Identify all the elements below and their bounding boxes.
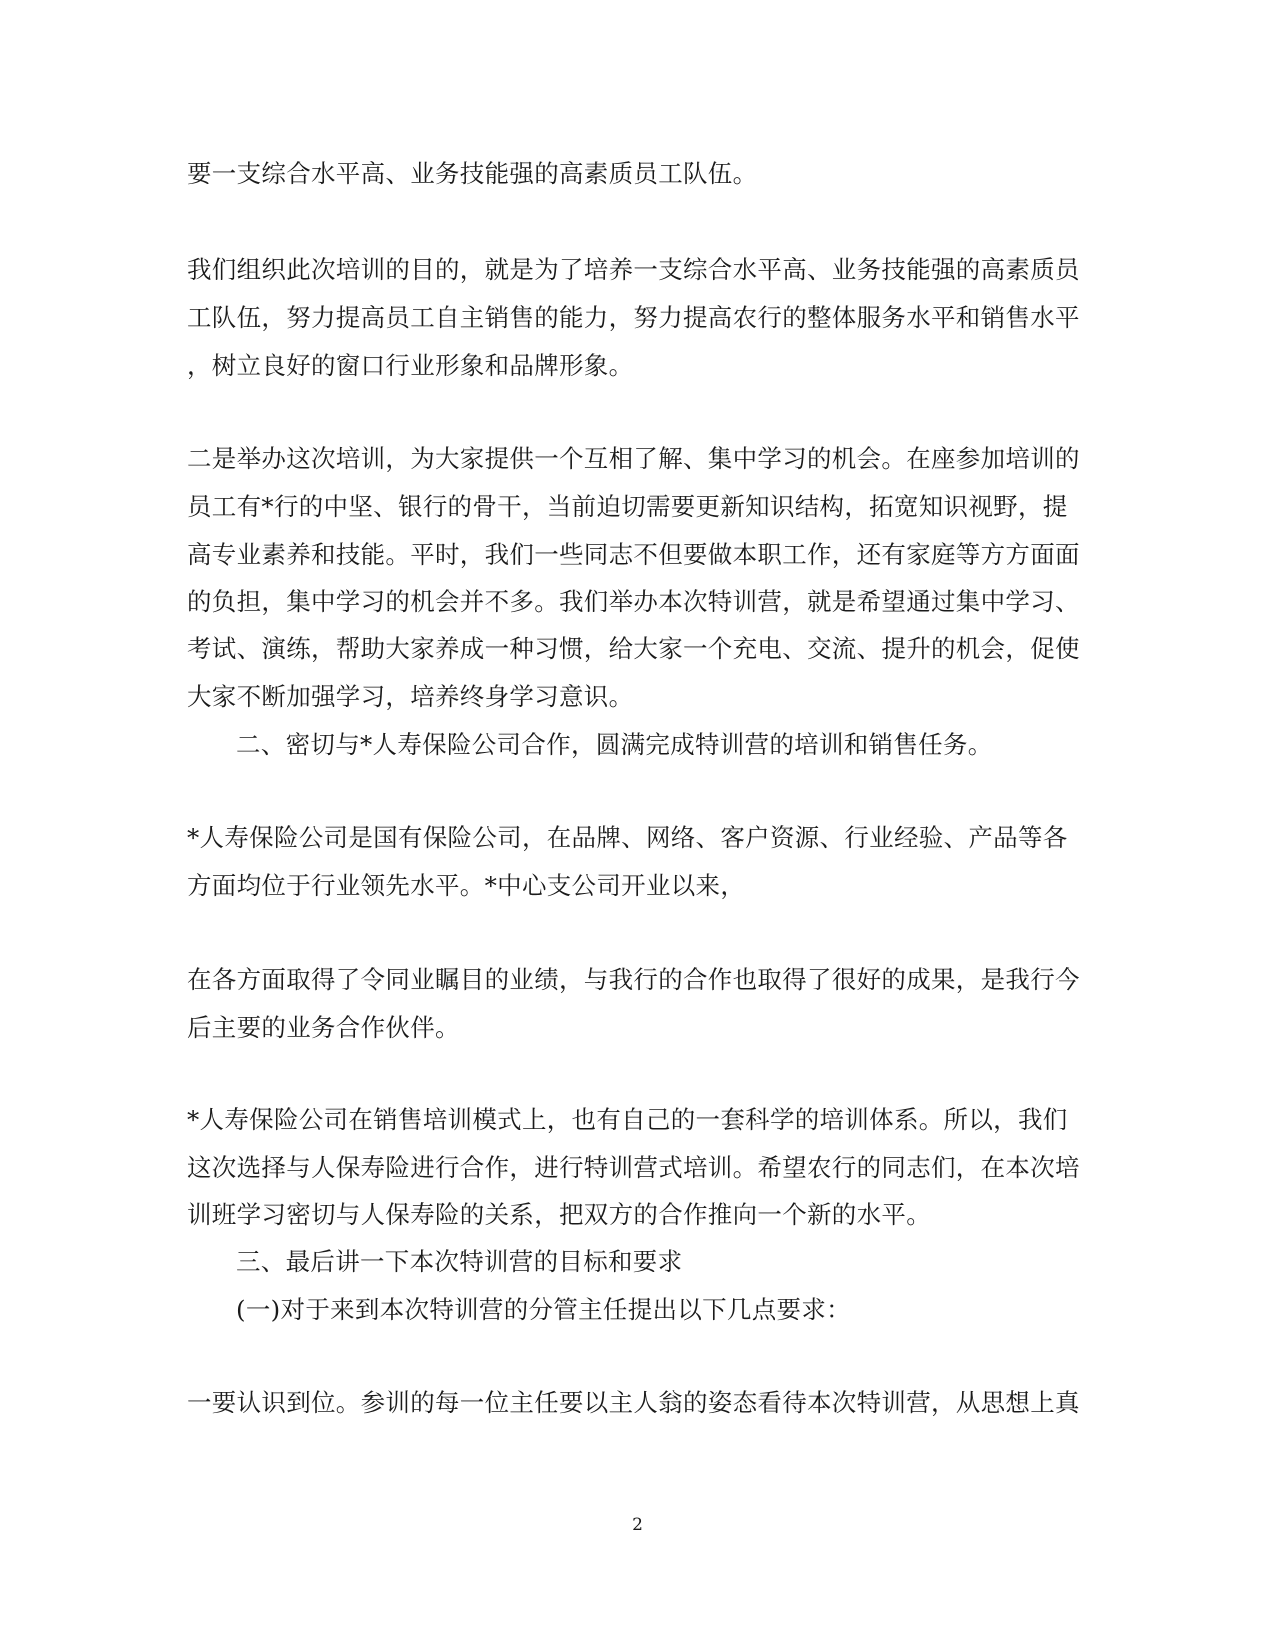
section-heading: 三、最后讲一下本次特训营的目标和要求 (236, 1247, 683, 1276)
text-line: ，树立良好的窗口行业形象和品牌形象。 (187, 351, 634, 380)
page-number: 2 (632, 1515, 643, 1535)
text-line: 高专业素养和技能。平时，我们一些同志不但要做本职工作，还有家庭等方方面面 (187, 540, 1080, 569)
text-line: 一要认识到位。参训的每一位主任要以主人翁的姿态看待本次特训营，从思想上真 (187, 1388, 1080, 1417)
subsection-heading: (一)对于来到本次特训营的分管主任提出以下几点要求： (236, 1295, 851, 1324)
text-line: 二是举办这次培训，为大家提供一个互相了解、集中学习的机会。在座参加培训的 (187, 444, 1080, 473)
text-line: 工队伍，努力提高员工自主销售的能力，努力提高农行的整体服务水平和销售水平 (187, 303, 1080, 332)
text-line: 后主要的业务合作伙伴。 (187, 1013, 460, 1042)
text-line: *人寿保险公司是国有保险公司，在品牌、网络、客户资源、行业经验、产品等各 (187, 823, 1068, 852)
text-line: 我们组织此次培训的目的，就是为了培养一支综合水平高、业务技能强的高素质员 (187, 255, 1080, 284)
text-line: 要一支综合水平高、业务技能强的高素质员工队伍。 (187, 159, 758, 188)
text-line: 考试、演练，帮助大家养成一种习惯，给大家一个充电、交流、提升的机会，促使 (187, 634, 1080, 663)
text-line: 员工有*行的中坚、银行的骨干，当前迫切需要更新知识结构，拓宽知识视野，提 (187, 492, 1068, 521)
text-line: *人寿保险公司在销售培训模式上，也有自己的一套科学的培训体系。所以，我们 (187, 1105, 1068, 1134)
text-line: 训班学习密切与人保寿险的关系，把双方的合作推向一个新的水平。 (187, 1200, 931, 1229)
text-line: 大家不断加强学习，培养终身学习意识。 (187, 682, 634, 711)
section-heading: 二、密切与*人寿保险公司合作，圆满完成特训营的培训和销售任务。 (236, 730, 993, 759)
text-line: 的负担，集中学习的机会并不多。我们举办本次特训营，就是希望通过集中学习、 (187, 587, 1080, 616)
text-line: 方面均位于行业领先水平。*中心支公司开业以来， (187, 871, 746, 900)
text-line: 这次选择与人保寿险进行合作，进行特训营式培训。希望农行的同志们，在本次培 (187, 1153, 1080, 1182)
text-line: 在各方面取得了令同业瞩目的业绩，与我行的合作也取得了很好的成果，是我行今 (187, 965, 1080, 994)
